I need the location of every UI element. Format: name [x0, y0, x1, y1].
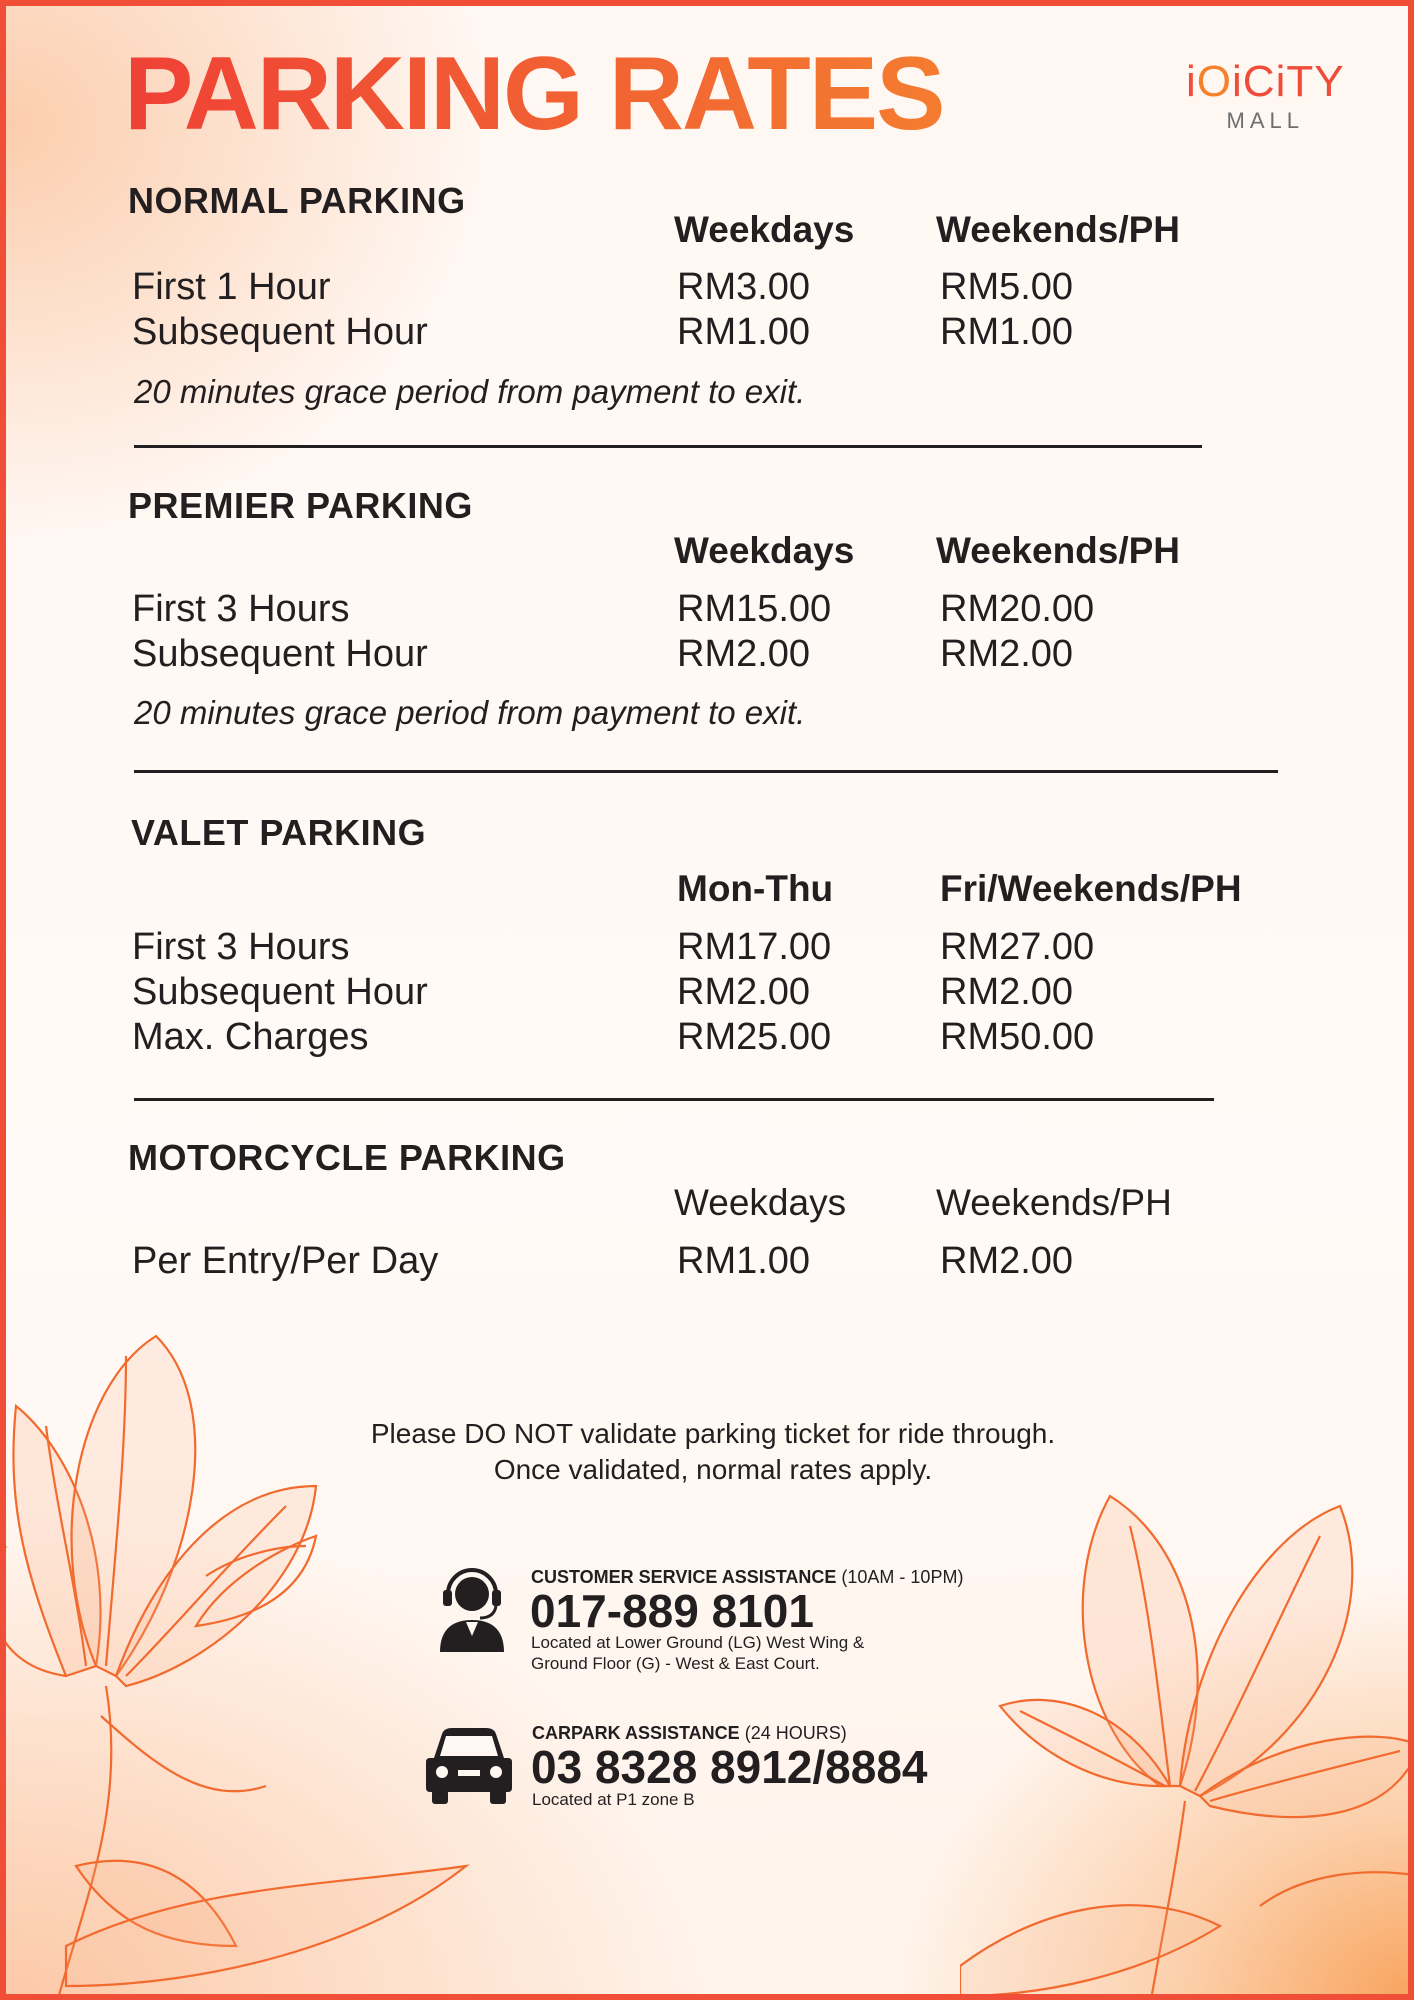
motorcycle-col-weekdays: Weekdays — [674, 1182, 847, 1223]
normal-col-weekends: Weekends/PH — [936, 209, 1181, 250]
premier-row-weekday-rate: RM2.00 — [677, 633, 811, 675]
premier-row-label: First 3 Hours — [132, 588, 350, 630]
valet-row-fri-weekend-rate: RM50.00 — [940, 1016, 1095, 1058]
motorcycle-row-weekday-rate: RM1.00 — [677, 1240, 811, 1282]
motorcycle-col-weekends: Weekends/PH — [936, 1182, 1172, 1223]
ioi-city-mall-logo: iOiCiTY MALL — [1186, 57, 1345, 133]
premier-col-weekdays: Weekdays — [674, 530, 855, 571]
divider — [134, 445, 1202, 448]
carpark-location: Located at P1 zone B — [532, 1790, 695, 1809]
valet-row-mon-thu-rate: RM2.00 — [677, 971, 811, 1013]
premier-col-weekends: Weekends/PH — [936, 530, 1181, 571]
validation-notice-line2: Once validated, normal rates apply. — [493, 1454, 933, 1485]
normal-row-weekend-rate: RM5.00 — [940, 266, 1074, 308]
normal-row-weekday-rate: RM3.00 — [677, 266, 811, 308]
valet-col-fri-weekends: Fri/Weekends/PH — [940, 868, 1242, 909]
premier-grace-note: 20 minutes grace period from payment to exit. — [134, 694, 806, 731]
customer-service-location-line2: Ground Floor (G) - West & East Court. — [531, 1654, 820, 1673]
normal-row-label: Subsequent Hour — [132, 311, 428, 353]
normal-row-label: First 1 Hour — [132, 266, 331, 308]
motorcycle-parking-title: MOTORCYCLE PARKING — [128, 1137, 566, 1178]
normal-col-weekdays: Weekdays — [674, 209, 855, 250]
valet-parking-title: VALET PARKING — [131, 812, 427, 853]
valet-row-label: Max. Charges — [132, 1016, 369, 1058]
normal-grace-note: 20 minutes grace period from payment to exit. — [134, 373, 806, 410]
customer-service-location-line1: Located at Lower Ground (LG) West Wing & — [531, 1633, 865, 1652]
divider — [134, 770, 1278, 773]
valet-row-mon-thu-rate: RM17.00 — [677, 926, 832, 968]
divider — [134, 1098, 1214, 1101]
premier-parking-title: PREMIER PARKING — [128, 485, 473, 526]
premier-row-weekend-rate: RM20.00 — [940, 588, 1095, 630]
valet-row-fri-weekend-rate: RM2.00 — [940, 971, 1074, 1013]
valet-row-mon-thu-rate: RM25.00 — [677, 1016, 832, 1058]
motorcycle-row-label: Per Entry/Per Day — [132, 1240, 439, 1282]
car-icon — [424, 1726, 514, 1806]
flower-decoration-right — [960, 1406, 1414, 2000]
validation-notice-line1: Please DO NOT validate parking ticket for ride through. — [370, 1418, 1056, 1449]
customer-service-phone: 017-889 8101 — [530, 1585, 814, 1637]
valet-row-fri-weekend-rate: RM27.00 — [940, 926, 1095, 968]
carpark-assistance-heading: CARPARK ASSISTANCE (24 HOURS) — [532, 1723, 847, 1743]
premier-row-weekend-rate: RM2.00 — [940, 633, 1074, 675]
valet-row-label: First 3 Hours — [132, 926, 350, 968]
premier-row-weekday-rate: RM15.00 — [677, 588, 832, 630]
normal-row-weekend-rate: RM1.00 — [940, 311, 1074, 353]
headset-agent-icon — [434, 1566, 510, 1652]
page-title: PARKING RATES — [124, 36, 944, 152]
motorcycle-row-weekend-rate: RM2.00 — [940, 1240, 1074, 1282]
normal-row-weekday-rate: RM1.00 — [677, 311, 811, 353]
normal-parking-title: NORMAL PARKING — [128, 180, 466, 221]
premier-row-label: Subsequent Hour — [132, 633, 428, 675]
carpark-phone: 03 8328 8912/8884 — [531, 1741, 928, 1793]
valet-row-label: Subsequent Hour — [132, 971, 428, 1013]
valet-col-mon-thu: Mon-Thu — [677, 868, 834, 909]
customer-service-heading: CUSTOMER SERVICE ASSISTANCE (10AM - 10PM) — [531, 1567, 964, 1587]
